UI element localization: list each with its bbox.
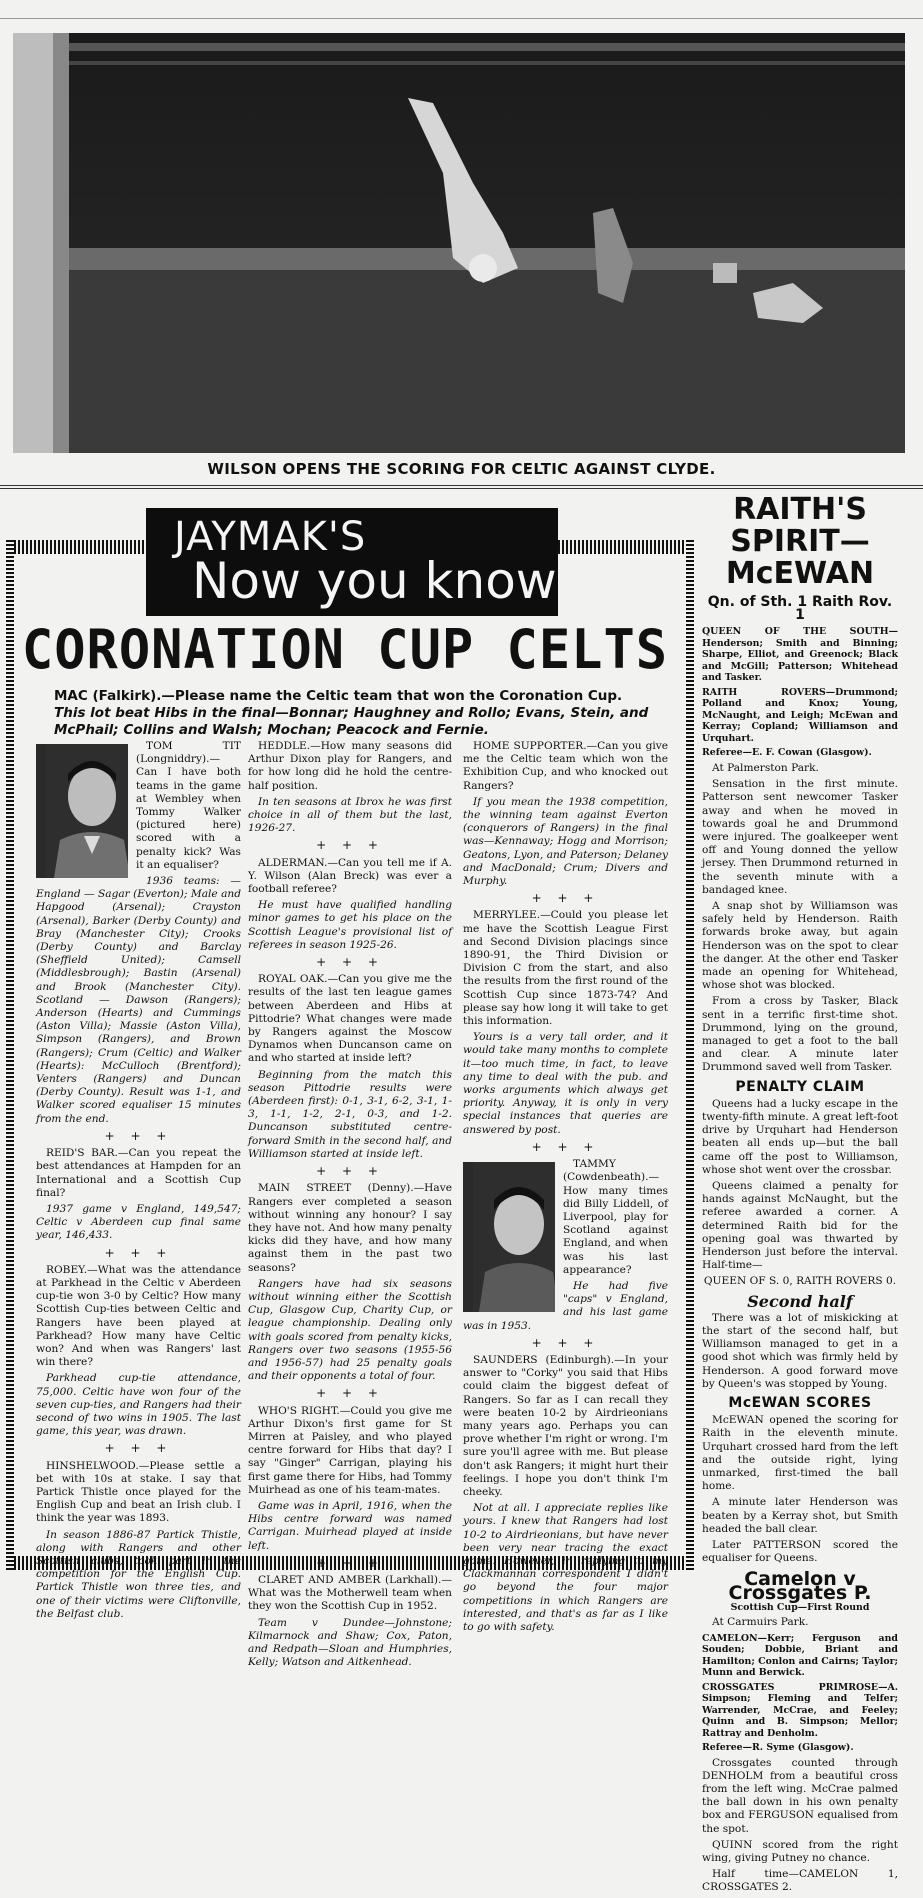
answer-reids-bar: 1937 game v England, 149,547; Celtic v Aberdeen cup final same year, 146,433. bbox=[36, 1202, 241, 1242]
photo-caption: WILSON OPENS THE SCORING FOR CELTIC AGAINST CLYDE. bbox=[207, 460, 716, 478]
portrait-image bbox=[473, 1162, 555, 1312]
separator-stars: + + + bbox=[104, 1128, 173, 1143]
billy-liddell-portrait bbox=[463, 1162, 555, 1312]
report-paragraph: Sensation in the first minute. Patterson sent newcomer Tasker away and when he moved in towards goal he and Drummond were injured. The goalkeeper went off and Young donned the yellow jersey. Then Drummond returned in the seventh minute with a bandaged knee. bbox=[702, 778, 898, 896]
report-paragraph: A snap shot by Williamson was safely held by Henderson. Raith forwards broke away, but again Henderson was on the spot to clear the danger. At the other end Tasker made an opening for Whitehead, whose shot was blocked. bbox=[702, 899, 898, 992]
letter-claret-amber: CLARET AND AMBER (Larkhall).—What was the Motherwell team when they won the Scottish Cup in 1952. bbox=[248, 1573, 452, 1613]
camelon-venue: At Carmuirs Park. bbox=[712, 1616, 809, 1629]
feature-headline: CORONATION CUP CELTS bbox=[21, 618, 669, 682]
separator-stars: + + + bbox=[104, 1245, 173, 1260]
crossgates-team: CROSSGATES PRIMROSE—A. Simpson; Fleming and Telfer; Warrender, McCrae, and Feeley; Quinn and B. Simpson; Mellor; Rattray and Denholm. bbox=[702, 1681, 898, 1739]
separator-stars: + + + bbox=[316, 1164, 384, 1179]
camelon-half-time: Half time—CAMELON 1, CROSSGATES 2. bbox=[702, 1868, 898, 1894]
separator-stars: + + + bbox=[316, 838, 384, 853]
letter-alderman: ALDERMAN.—Can you tell me if A. Y. Wilson (Alan Breck) was ever a football referee? bbox=[248, 856, 452, 896]
camelon-paragraph: Crossgates counted through DENHOLM from a beautiful cross from the left wing. McCrae palmed the ball down in his own penalty box and FERGUSON equalised from the spot. bbox=[702, 1756, 898, 1835]
camelon-paragraph: QUINN scored from the right wing, giving Putney no chance. bbox=[702, 1838, 898, 1865]
answer-home-supporter: If you mean the 1938 competition, the winning team against Everton (conquerors of Rangers) in the final was—Kennaway; Hogg and Morrison; Geatons, Lyon, and Paterson; Delaney and MacDonald; Crum; Divers and Murphy. bbox=[463, 795, 668, 888]
camelon-headline: Camelon v Crossgates P. bbox=[728, 1568, 872, 1604]
report-headline: RAITH'S SPIRIT—McEWAN bbox=[725, 492, 875, 591]
separator-stars: + + + bbox=[531, 891, 600, 906]
answer-claret-amber: Team v Dundee—Johnstone; Kilmarnock and Shaw; Cox, Paton, and Redpath—Sloan and Humphries, Kelly; Watson and Aitkenhead. bbox=[248, 1616, 452, 1669]
camelon-referee: Referee—R. Syme (Glasgow). bbox=[702, 1742, 854, 1754]
answer-tammy: He had five "caps" v England, and his last game was in 1953. bbox=[463, 1279, 668, 1332]
feature-intro bbox=[26, 688, 676, 739]
box-border-left bbox=[6, 540, 14, 1570]
letter-hinshelwood: HINSHELWOOD.—Please settle a bet with 10s at stake. I say that Partick Thistle once played for the English Cup and beat an Irish club. I think the year was 1893. bbox=[36, 1459, 241, 1525]
report-score: Qn. of Sth. 1 Raith Rov. 1 bbox=[707, 594, 893, 624]
report-subhead: Second half bbox=[747, 1291, 853, 1311]
report-paragraph: Later PATTERSON scored the equaliser for Queens. bbox=[702, 1539, 898, 1565]
report-paragraph: Queens claimed a penalty for hands against McNaught, but the referee awarded a corner. A determined Raith bid for the opening goal was thwarted by Henderson just before the interval. Half-time— bbox=[702, 1180, 898, 1272]
separator-stars: + + + bbox=[531, 1335, 600, 1350]
report-paragraph: Queens had a lucky escape in the twenty-fifth minute. A great left-foot drive by Urquhart had Henderson beaten all ends up—but the ball came off the post to Williamson, whose shot went over the crossbar. bbox=[702, 1097, 898, 1176]
box-border-right bbox=[686, 540, 694, 1570]
report-venue: At Palmerston Park. bbox=[712, 761, 819, 774]
letter-heddle: HEDDLE.—How many seasons did Arthur Dixon play for Rangers, and for how long did he hold the centre-half position. bbox=[248, 740, 452, 792]
camelon-team: CAMELON—Kerr; Ferguson and Souden; Dobbie, Briant and Hamilton; Conlon and Cairns; Taylor; Munn and Berwick. bbox=[702, 1632, 898, 1679]
camelon-competition: Scottish Cup—First Round bbox=[730, 1601, 870, 1613]
report-team-queens: QUEEN OF THE SOUTH—Henderson; Smith and Binning; Sharpe, Elliot, and Greenock; Black and McGill; Patterson; Whitehead and Tasker. bbox=[702, 626, 898, 684]
report-subhead: McEWAN SCORES bbox=[728, 1395, 872, 1412]
answer-alderman: He must have qualified handling minor games to get his place on the Scottish League's provisional list of referees in season 1925-26. bbox=[248, 899, 452, 951]
feature-column-3 bbox=[463, 740, 668, 1637]
feature-column-1 bbox=[36, 740, 241, 1624]
feature-column-2 bbox=[248, 740, 452, 1672]
answer-main-street: Rangers have had six seasons without winning either the Scottish Cup, Glasgow Cup, Charity Cup, or league championship. Dealing only with goals scored from penalty kicks, Rangers over two seasons (1955-56 and 1956-57) had 25 penalty goals and their opponents a total of four. bbox=[248, 1277, 452, 1383]
report-team-raith: RAITH ROVERS—Drummond; Polland and Knox; Young, McNaught, and Leigh; McEwan and Kerray; Copland; Williamson and Urquhart. bbox=[702, 686, 898, 744]
top-rule bbox=[0, 18, 923, 19]
letter-tom-tit bbox=[36, 740, 241, 872]
letter-tom-tit-text: TOM TIT (Longniddry).—Can I have both teams in the game at Wembley when Tommy Walker (pictured here) scored with a penalty kick? Was it an equaliser? bbox=[136, 740, 241, 871]
report-half-time-score: QUEEN OF S. 0, RAITH ROVERS 0. bbox=[703, 1275, 897, 1288]
answer-hinshelwood: In season 1886-87 Partick Thistle, along with Rangers and other Scottish clubs, took part in the competition for the English Cup. Partick Thistle won three ties, and one of their victims were Cliftonville, the Belfast club. bbox=[36, 1528, 241, 1620]
answer-heddle: In ten seasons at Ibrox he was first choice in all of them but the last, 1926-27. bbox=[248, 795, 452, 835]
match-photo-image bbox=[13, 33, 905, 453]
jaymak-logo bbox=[146, 508, 558, 616]
separator-stars: + + + bbox=[531, 1139, 600, 1154]
separator-stars: + + + bbox=[104, 1441, 173, 1456]
report-referee: Referee—E. F. Cowan (Glasgow). bbox=[702, 747, 872, 759]
answer-whos-right: Game was in April, 1916, when the Hibs centre forward was named Carrigan. Muirhead played at inside left. bbox=[248, 1499, 452, 1552]
separator-stars: + + + bbox=[316, 955, 384, 970]
logo-line1: JAYMAK'S bbox=[174, 514, 367, 560]
report-paragraph: There was a lot of miskicking at the start of the second half, but Williamson managed to get in a good shot which was firmly held by Henderson. A good forward move by Queen's was stopped by Young. bbox=[702, 1311, 898, 1390]
answer-merrylee: Yours is a very tall order, and it would take many months to complete it—too much time, in fact, to leave any time to deal with the pub. and works arguments which always get priority. Anyway, it is only in very special instances that queries are answered by post. bbox=[463, 1031, 668, 1136]
letter-home-supporter: HOME SUPPORTER.—Can you give me the Celtic team which won the Exhibition Cup, and who knocked out Rangers? bbox=[463, 740, 668, 792]
intro-question: MAC (Falkirk).—Please name the Celtic team that won the Coronation Cup. bbox=[54, 688, 623, 704]
answer-robey: Parkhead cup-tie attendance, 75,000. Celtic have won four of the seven cup-ties, and Rangers had their second of two wins in 1905. The last game, this year, was drawn. bbox=[36, 1372, 241, 1438]
report-subhead: PENALTY CLAIM bbox=[735, 1078, 865, 1095]
separator-stars: + + + bbox=[316, 1555, 384, 1570]
match-report-column bbox=[702, 490, 898, 1898]
answer-saunders: Not at all. I appreciate replies like yours. I knew that Rangers had lost 10-2 to Airdrieonians, but have never been very near tracing the exact game. However, in replying to my Clackmannan correspondent I didn't go beyond the four major competitions in which Rangers are interested, and that's as far as I like to go with safety. bbox=[463, 1502, 668, 1633]
tommy-walker-portrait bbox=[36, 744, 128, 878]
letter-tammy-text: TAMMY (Cowdenbeath).—How many times did Billy Liddell, of Liverpool, play for Scotland against England, and when was his last appearance? bbox=[563, 1158, 668, 1276]
letter-tammy bbox=[463, 1158, 668, 1277]
answer-tom-tit: 1936 teams: — England — Sagar (Everton); Male and Hapgood (Arsenal); Crayston (Arsenal), Barker (Derby County) and Bray (Manchester City); Crooks (Derby County) and Barclay (Sheffield United); Camsell (Middlesbrough); Bastin (Arsenal) and Brook (Manchester City). Scotland — Dawson (Rangers); Anderson (Hearts) and Cummings (Aston Villa); Massie (Aston Villa), Simpson (Rangers), and Brown (Rangers); Crum (Celtic) and Walker (Hearts): McCulloch (Brentford); Venters (Rangers) and Duncan (Derby County). Result was 1-1, and Walker scored equaliser 15 minutes from the end. bbox=[36, 875, 241, 1125]
letter-merrylee: MERRYLEE.—Could you please let me have the Scottish League First and Second Division placings since 1890-91, the Third Division or Division C from the start, and also the results from the first round of the Scottish Cup since 1873-74? And please say how long it will take to get this information. bbox=[463, 909, 668, 1028]
letter-royal-oak: ROYAL OAK.—Can you give me the results of the last ten league games between Aberdeen and Hibs at Pittodrie? What changes were made by Rangers against the Moscow Dynamos when Duncanson came on and who started at inside left? bbox=[248, 973, 452, 1065]
letter-main-street: MAIN STREET (Denny).—Have Rangers ever completed a season without winning any honour? I say they have not. And how many penalty kicks did they have, and how many against them in the past two seasons? bbox=[248, 1182, 452, 1274]
report-paragraph: A minute later Henderson was beaten by a Kerray shot, but Smith headed the ball clear. bbox=[702, 1496, 898, 1535]
report-paragraph: From a cross by Tasker, Black sent in a terrific first-time shot. Drummond, lying on the ground, managed to get a foot to the ball and clear. A minute later Drummond saved well from Tasker. bbox=[702, 995, 898, 1074]
letter-saunders: SAUNDERS (Edinburgh).—In your answer to "Corky" you said that Hibs could claim the biggest defeat of Rangers. So far as I can recall they were beaten 10-2 by Airdrieonians many years ago. Perhaps you can prove whether I'm right or wrong. I'm sure you'll agree with me. But please don't ask Rangers; it might hurt their feelings. I hope you don't think I'm cheeky. bbox=[463, 1353, 668, 1498]
report-paragraph: McEWAN opened the scoring for Raith in the eleventh minute. Urquhart crossed hard from the left and the outside right, lying unmarked, first-timed the ball home. bbox=[702, 1414, 898, 1493]
logo-line2: Now you know bbox=[192, 552, 557, 610]
portrait-image bbox=[46, 744, 128, 878]
intro-answer: This lot beat Hibs in the final—Bonnar; Haughney and Rollo; Evans, Stein, and McPhail; Collins and Walsh; Mochan; Peacock and Fernie. bbox=[54, 705, 649, 738]
separator-stars: + + + bbox=[316, 1386, 384, 1401]
answer-royal-oak: Beginning from the match this season Pittodrie results were (Aberdeen first): 0-1, 3-1, 6-2, 3-1, 1-3, 1-1, 1-2, 2-1, 0-3, and 1-2. Duncanson substituted centre-forward Smith in the second half, and Williamson started at inside left. bbox=[248, 1068, 452, 1160]
match-photo bbox=[13, 33, 905, 453]
letter-reids-bar: REID'S BAR.—Can you repeat the best attendances at Hampden for an International and a Scottish Cup final? bbox=[36, 1147, 241, 1199]
letter-robey: ROBEY.—What was the attendance at Parkhead in the Celtic v Aberdeen cup-tie won 3-0 by Celtic? How many Scottish Cup-ties between Celtic and Rangers have been played at Parkhead? How many have Celtic won? And when was Rangers' last win there? bbox=[36, 1263, 241, 1369]
letter-whos-right: WHO'S RIGHT.—Could you give me Arthur Dixon's first game for St Mirren at Paisley, and who played centre forward for Hibs that day? I say "Ginger" Carrigan, playing his first game there for Hibs, had Tommy Muirhead as one of his team-mates. bbox=[248, 1404, 452, 1496]
section-rule bbox=[0, 485, 923, 489]
